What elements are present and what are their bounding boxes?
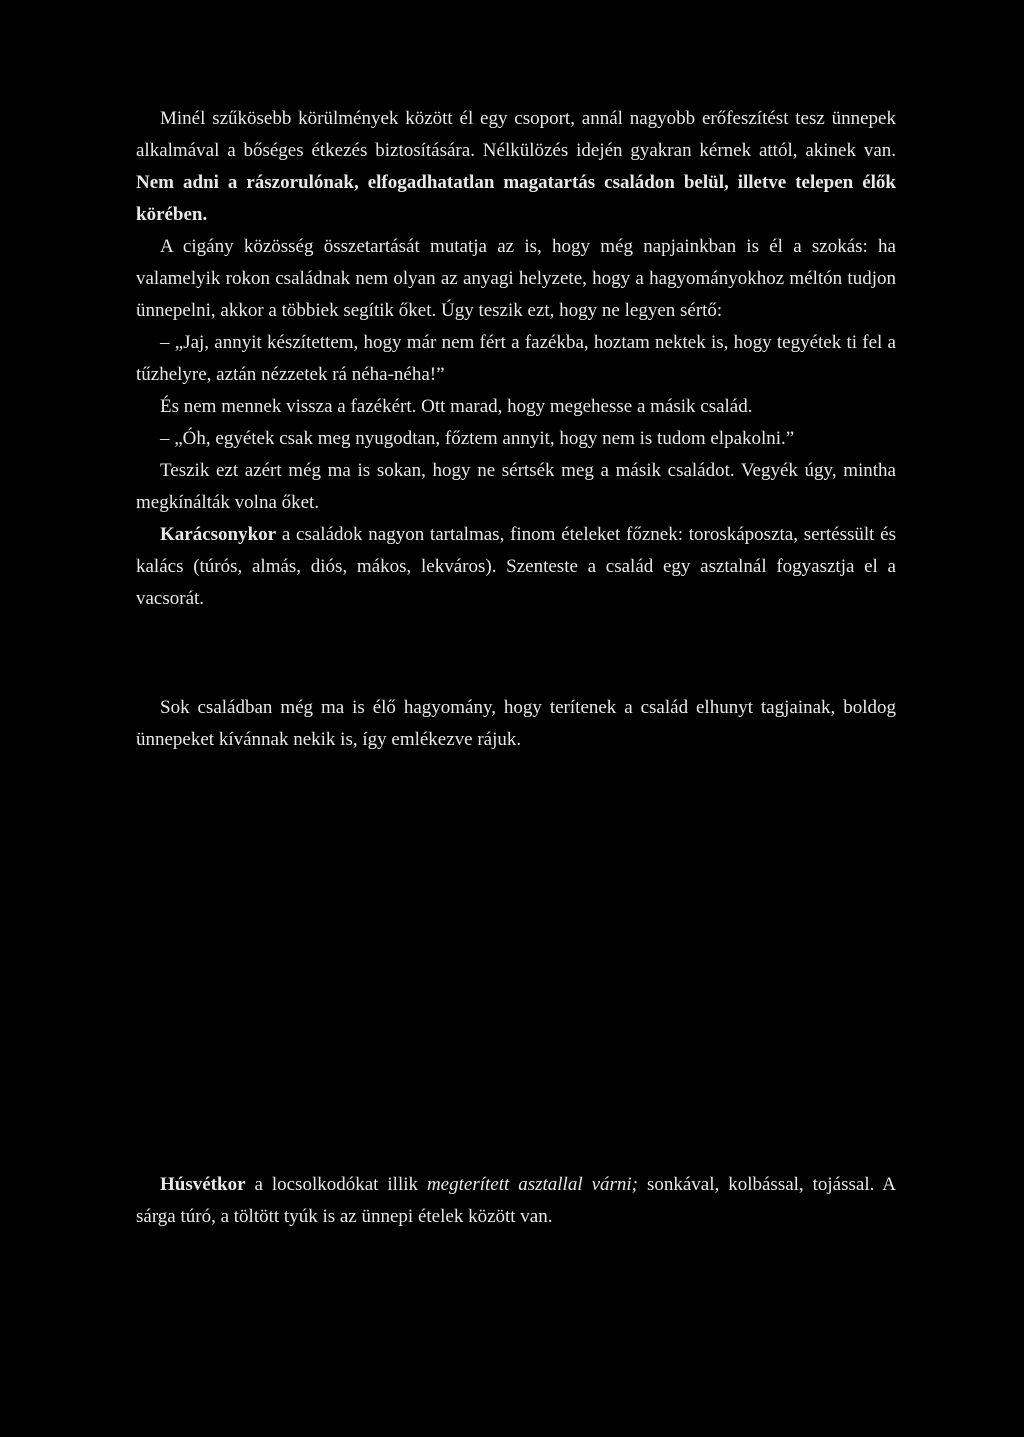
paragraph-pot: És nem mennek vissza a fazékért. Ott marad, hogy megehesse a másik család. [160, 396, 753, 417]
christmas-heading: Karácsonykor [160, 524, 277, 545]
easter-heading: Húsvétkor [160, 1174, 246, 1195]
paragraph-community: A cigány közösség összetartását mutatja az is, hogy még napjainkban is él a szokás: ha valamelyik rokon családnak nem olyan az anyagi helyzete, hogy a hagyományokhoz méltón tudjon ünnepelni, akkor a többiek segítik őket. Úgy teszik ezt, hogy ne legyen sértő: [136, 236, 896, 321]
paragraph-intro [136, 103, 896, 231]
easter-italic: megterített asztallal várni; [426, 1174, 639, 1195]
intro-bold-text: Nem adni a rászorulónak, elfogadhatatlan magatartás családon belül, illetve telepen élők körében. [136, 172, 896, 225]
text-block-main [136, 103, 896, 615]
easter-text-2: sonkával, kolbással, tojással. A sárga túró, a töltött tyúk is az ünnepi ételek között van. [136, 1174, 896, 1227]
text-block-memorial [136, 692, 896, 756]
paragraph-quote-1: – „Jaj, annyit készítettem, hogy már nem fért a fazékba, hoztam nektek is, hogy tegyétek ti fel a tűzhelyre, aztán nézzetek rá néha-néha!” [136, 332, 896, 385]
christmas-text: a családok nagyon tartalmas, finom ételeket főznek: toroskáposzta, sertéssült és kalács (túrós, almás, diós, mákos, lekváros). Szenteste a család egy asztalnál fogyasztja el a vacsorát. [136, 524, 896, 609]
paragraph-quote-2: – „Óh, egyétek csak meg nyugodtan, főztem annyit, hogy nem is tudom elpakolni.” [160, 428, 795, 449]
paragraph-memorial: Sok családban még ma is élő hagyomány, hogy terítenek a család elhunyt tagjainak, boldog ünnepeket kívánnak nekik is, így emlékezve rájuk. [136, 697, 896, 750]
text-block-easter [136, 1169, 896, 1233]
paragraph-offer: Teszik ezt azért még ma is sokan, hogy ne sértsék meg a másik családot. Vegyék úgy, mintha megkínálták volna őket. [136, 460, 896, 513]
paragraph-christmas [136, 519, 896, 615]
intro-text: Minél szűkösebb körülmények között él egy csoport, annál nagyobb erőfeszítést tesz ünnepek alkalmával a bőséges étkezés biztosítására. Nélkülözés idején gyakran kérnek attól, akinek van. [136, 108, 896, 161]
paragraph-easter [136, 1169, 896, 1233]
easter-text-1: a locsolkodókat illik [245, 1174, 427, 1195]
